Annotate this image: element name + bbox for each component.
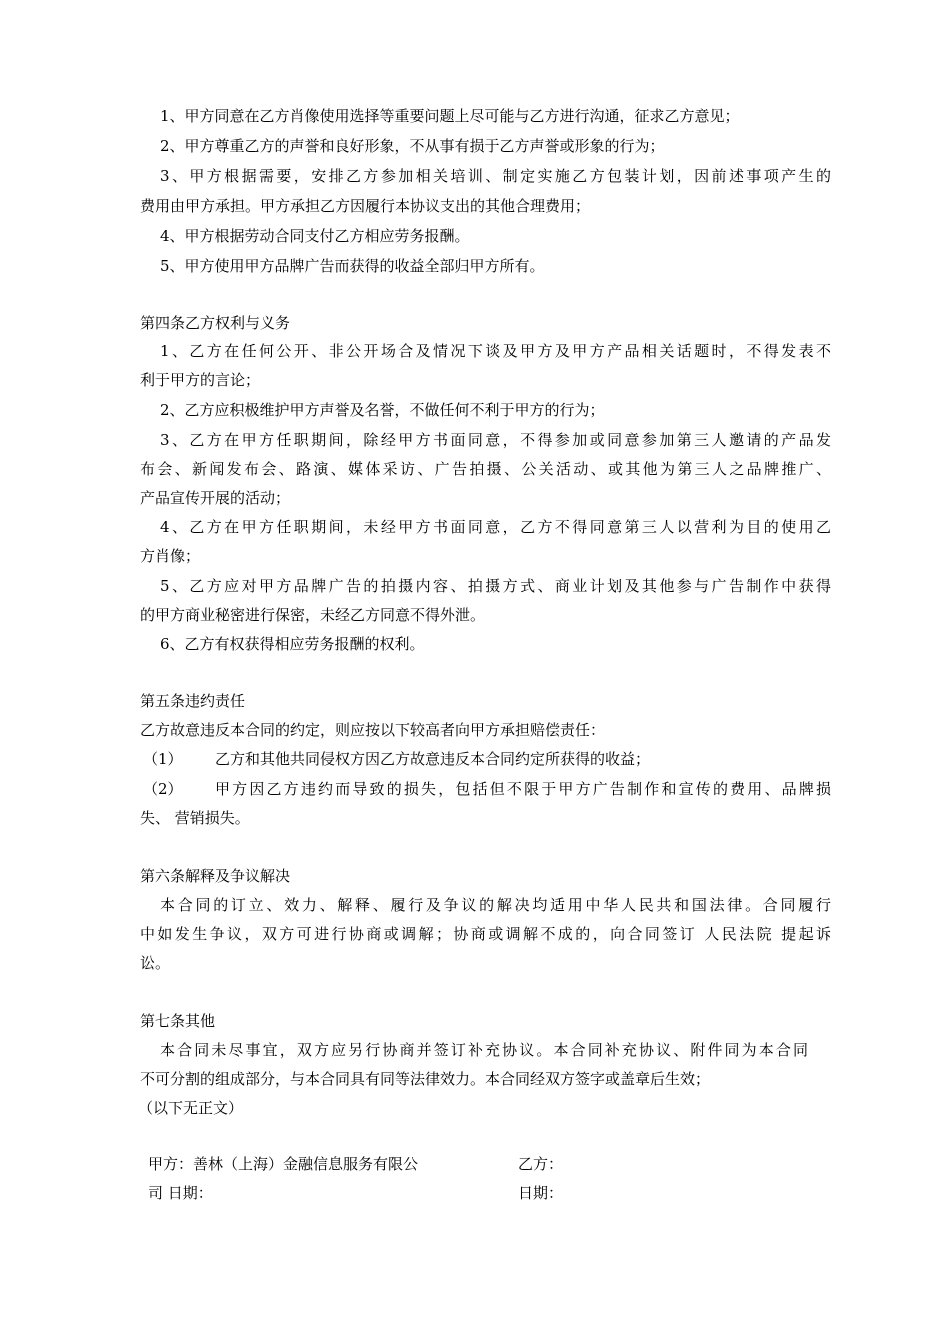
party-b-date-label: 日期：: [518, 1184, 564, 1202]
party-a-signature-line-1: 甲方：善林（上海）金融信息服务有限公: [148, 1155, 419, 1173]
party-a-item-3-line-2: 费用由甲方承担。甲方承担乙方因履行本协议支出的其他合理费用；: [140, 197, 591, 215]
article-6-body-line-2: 中如发生争议，双方可进行协商或调解；协商或调解不成的，向合同签订 人民法院 提起诉: [140, 925, 831, 943]
article-4-item-6: 6、乙方有权获得相应劳务报酬的权利。: [160, 635, 425, 653]
article-4-item-4-line-2: 方肖像；: [140, 547, 201, 565]
end-of-text-note: （以下无正文）: [138, 1099, 244, 1117]
party-a-item-4: 4、甲方根据劳动合同支付乙方相应劳务报酬。: [160, 227, 470, 245]
article-4-item-1-line-2: 利于甲方的言论；: [140, 371, 261, 389]
article-4-heading: 第四条乙方权利与义务: [140, 314, 291, 332]
article-5-clause-1-number: （1）: [143, 750, 183, 768]
article-5-clause-2-number: （2）: [143, 780, 183, 798]
party-a-item-1: 1、甲方同意在乙方肖像使用选择等重要问题上尽可能与乙方进行沟通，征求乙方意见；: [160, 107, 740, 125]
party-a-item-5: 5、甲方使用甲方品牌广告而获得的收益全部归甲方所有。: [160, 257, 545, 275]
article-7-body-line-2: 不可分割的组成部分，与本合同具有同等法律效力。本合同经双方签字或盖章后生效；: [140, 1070, 711, 1088]
article-4-item-5-line-2: 的甲方商业秘密进行保密，未经乙方同意不得外泄。: [140, 606, 486, 624]
article-5-clause-2-text-line-1: 甲方因乙方违约而导致的损失，包括但不限于甲方广告制作和宣传的费用、品牌损: [215, 780, 831, 798]
article-5-heading: 第五条违约责任: [140, 692, 246, 710]
article-7-body-line-1: 本合同未尽事宜，双方应另行协商并签订补充协议。本合同补充协议、附件同为本合同: [160, 1041, 808, 1059]
article-6-body-line-1: 本合同的订立、效力、解释、履行及争议的解决均适用中华人民共和国法律。合同履行: [160, 896, 831, 914]
article-4-item-1-line-1: 1、乙方在任何公开、非公开场合及情况下谈及甲方及甲方产品相关话题时，不得发表不: [160, 342, 831, 360]
party-a-item-3-line-1: 3、甲方根据需要，安排乙方参加相关培训、制定实施乙方包装计划，因前述事项产生的: [160, 167, 831, 185]
article-4-item-3-line-2: 布会、新闻发布会、路演、媒体采访、广告拍摄、公关活动、或其他为第三人之品牌推广、: [140, 460, 831, 478]
article-6-body-line-3: 讼。: [140, 954, 171, 972]
article-5-intro: 乙方故意违反本合同的约定，则应按以下较高者向甲方承担赔偿责任：: [140, 721, 606, 739]
article-6-heading: 第六条解释及争议解决: [140, 867, 291, 885]
party-b-signature-label: 乙方：: [518, 1155, 564, 1173]
article-4-item-5-line-1: 5、乙方应对甲方品牌广告的拍摄内容、拍摄方式、商业计划及其他参与广告制作中获得: [160, 577, 831, 595]
article-7-heading: 第七条其他: [140, 1012, 216, 1030]
party-a-item-2: 2、甲方尊重乙方的声誉和良好形象，不从事有损于乙方声誉或形象的行为；: [160, 137, 665, 155]
article-4-item-2: 2、乙方应积极维护甲方声誉及名誉，不做任何不利于甲方的行为；: [160, 401, 605, 419]
article-4-item-3-line-1: 3、乙方在甲方任职期间，除经甲方书面同意，不得参加或同意参加第三人邀请的产品发: [160, 431, 831, 449]
article-4-item-3-line-3: 产品宣传开展的活动；: [140, 489, 291, 507]
article-5-clause-2-text-line-2: 失、 营销损失。: [140, 809, 250, 827]
party-a-signature-line-2: 司 日期：: [148, 1184, 213, 1202]
article-4-item-4-line-1: 4、乙方在甲方任职期间，未经甲方书面同意，乙方不得同意第三人以营利为目的使用乙: [160, 518, 831, 536]
article-5-clause-1-text: 乙方和其他共同侵权方因乙方故意违反本合同约定所获得的收益；: [215, 750, 651, 768]
